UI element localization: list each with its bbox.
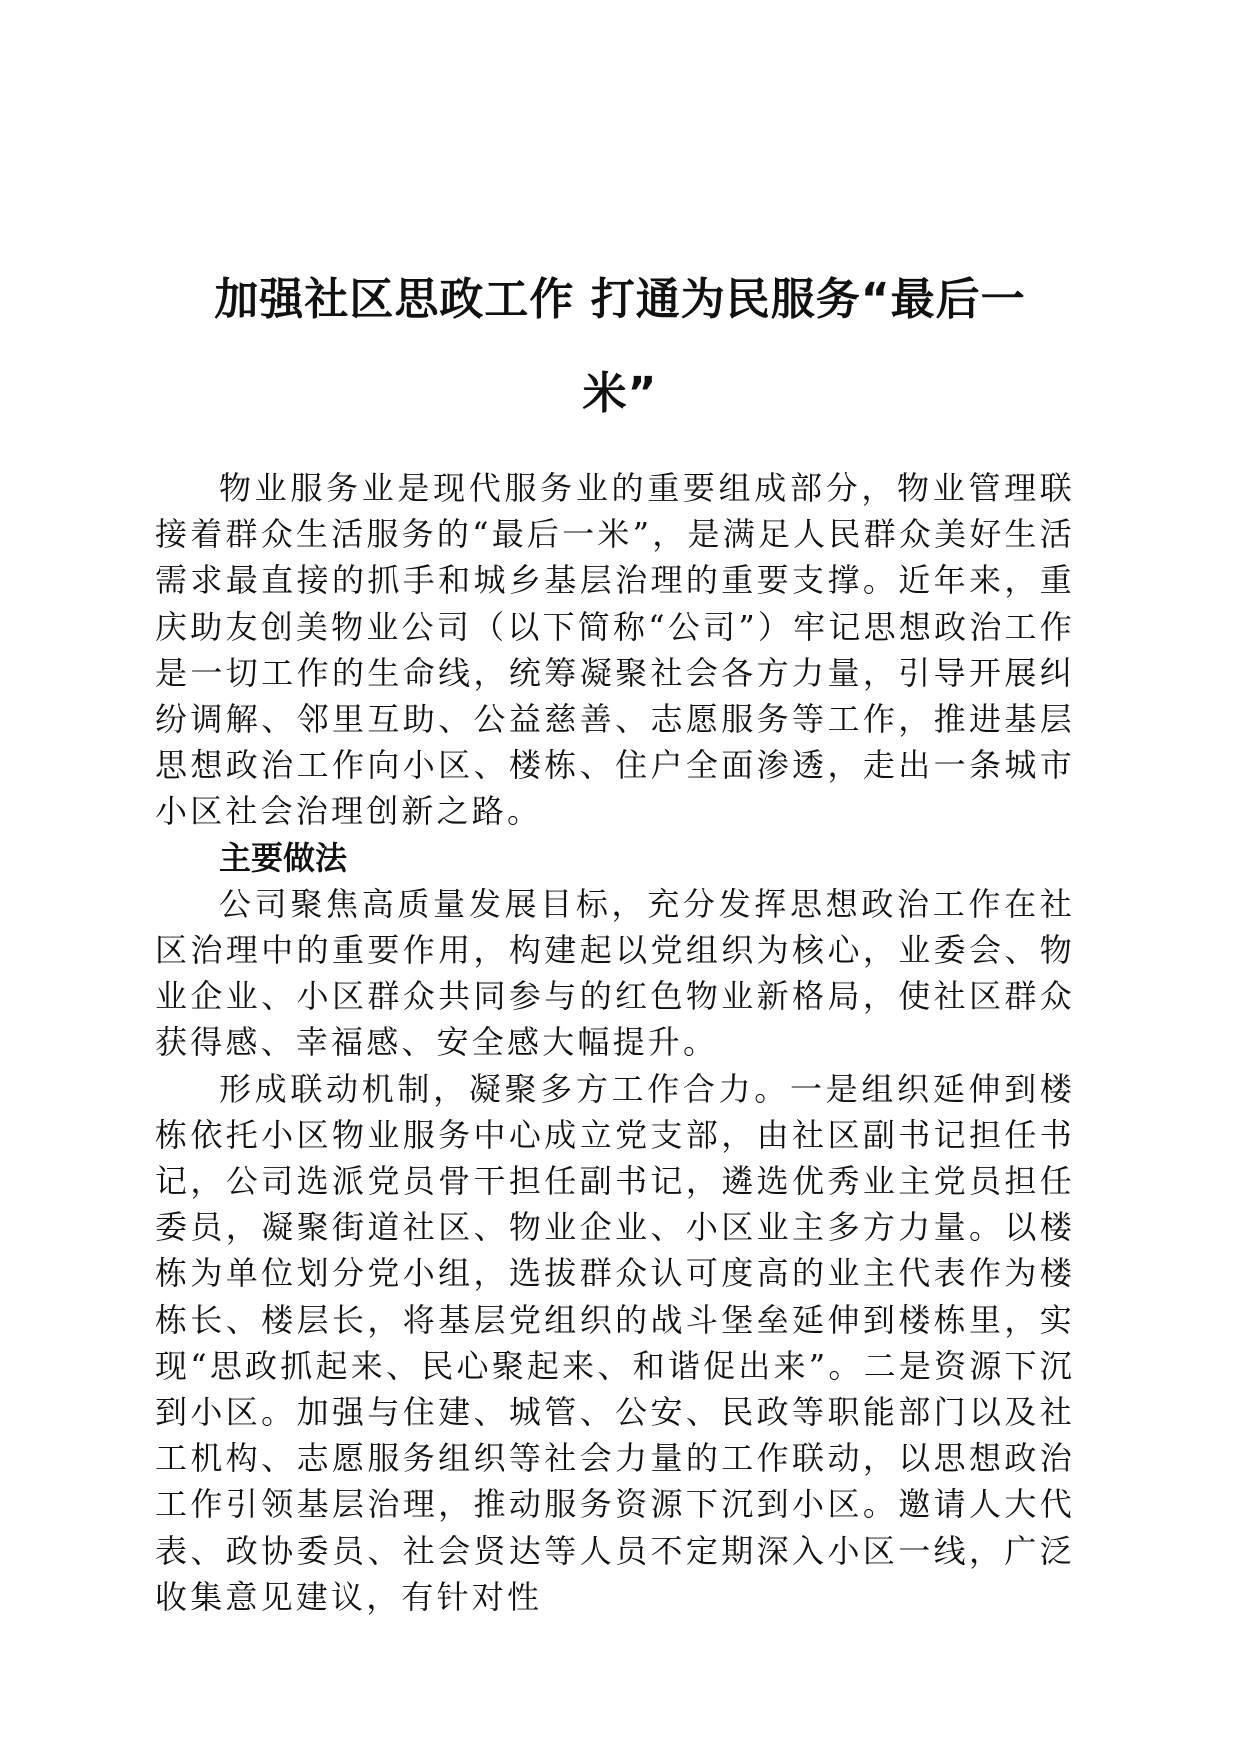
section-paragraph-2: 形成联动机制，凝聚多方工作合力。一是组织延伸到楼栋依托小区物业服务中心成立党支部，由社区副书记担任书记，公司选派党员骨干担任副书记，遴选优秀业主党员担任委员，凝聚街道社区、物业企业、小区业主多方力量。以楼栋为单位划分党小组，选拔群众认可度高的业主代表作为楼栋长、楼层长，将基层党组织的战斗堡垒延伸到楼栋里，实现“思政抓起来、民心聚起来、和谐促出来”。二是资源下沉到小区。加强与住建、城管、公安、民政等职能部门以及社工机构、志愿服务组织等社会力量的工作联动，以思想政治工作引领基层治理，推动服务资源下沉到小区。邀请人大代表、政协委员、社会贤达等人员不定期深入小区一线，广泛收集意见建议，有针对性	[155, 1069, 1075, 1616]
section-heading: 主要做法	[219, 838, 348, 877]
title-line-2: 米”	[582, 368, 658, 419]
document-title	[140, 253, 1100, 441]
document-body	[155, 465, 1075, 1620]
intro-paragraph: 物业服务业是现代服务业的重要组成部分，物业管理联接着群众生活服务的“最后一米”，是满足人民群众美好生活需求最直接的抓手和城乡基层治理的重要支撑。近年来，重庆助友创美物业公司（以下简称“公司”）牢记思想政治工作是一切工作的生命线，统筹凝聚社会各方力量，引导开展纠纷调解、邻里互助、公益慈善、志愿服务等工作，推进基层思想政治工作向小区、楼栋、住户全面渗透，走出一条城市小区社会治理创新之路。	[155, 469, 1075, 831]
section-paragraph-1: 公司聚焦高质量发展目标，充分发挥思想政治工作在社区治理中的重要作用，构建起以党组织为核心，业委会、物业企业、小区群众共同参与的红色物业新格局，使社区群众获得感、幸福感、安全感大幅提升。	[155, 884, 1075, 1062]
title-line-1: 加强社区思政工作 打通为民服务“最后一	[214, 274, 1026, 325]
